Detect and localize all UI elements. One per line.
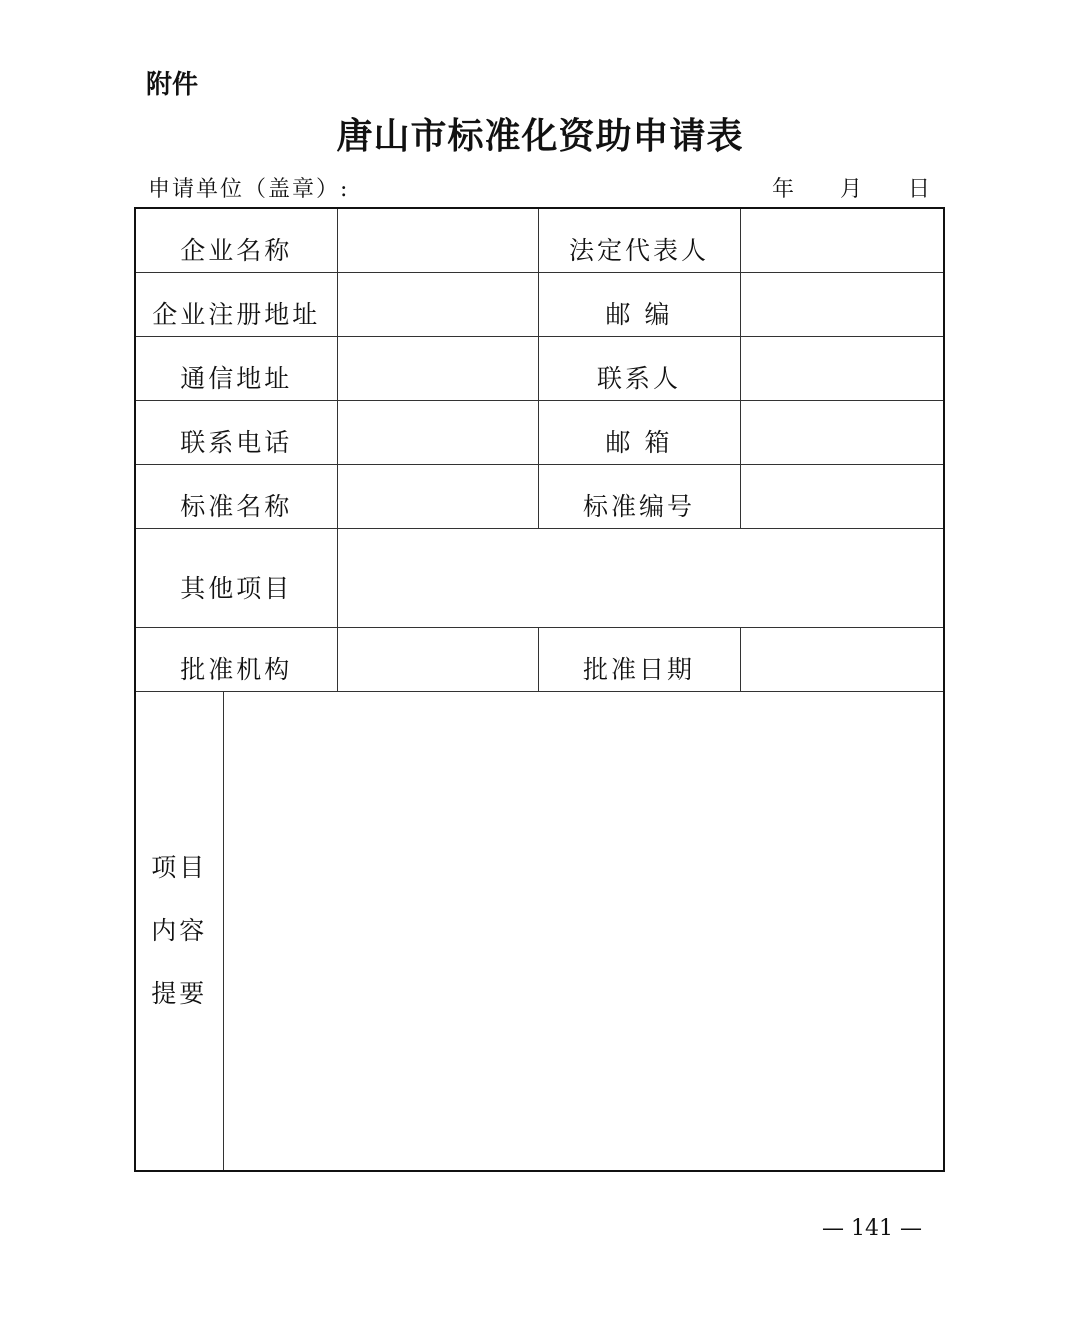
phone-field[interactable] [337, 400, 538, 464]
table-row [135, 272, 944, 336]
table-row [135, 691, 944, 1171]
approval-date-label: 批准日期 [538, 627, 740, 691]
reg-address-label: 企业注册地址 [135, 272, 337, 336]
postcode-field[interactable] [740, 272, 944, 336]
content-summary-line-1: 项目 [151, 853, 208, 883]
other-items-label: 其他项目 [135, 528, 337, 627]
approval-org-label: 批准机构 [135, 627, 337, 691]
date-year: 年 [771, 177, 794, 202]
standard-no-label: 标准编号 [538, 464, 740, 528]
table-row [135, 208, 944, 272]
table-row [135, 400, 944, 464]
application-form-table [134, 207, 945, 1172]
approval-date-field[interactable] [740, 627, 944, 691]
standard-name-label: 标准名称 [135, 464, 337, 528]
contact-label: 联系人 [538, 336, 740, 400]
standard-name-field[interactable] [337, 464, 538, 528]
date-day: 日 [907, 177, 930, 202]
applicant-label: 申请单位（盖章）: [148, 177, 350, 202]
legal-rep-label: 法定代表人 [538, 208, 740, 272]
email-field[interactable] [740, 400, 944, 464]
attachment-label: 附件 [146, 70, 199, 100]
table-row [135, 528, 944, 627]
form-title: 唐山市标准化资助申请表 [336, 115, 744, 157]
other-items-field[interactable] [337, 528, 944, 627]
postcode-label: 邮 编 [538, 272, 740, 336]
date-line [772, 172, 930, 203]
company-name-label: 企业名称 [135, 208, 337, 272]
email-label: 邮 箱 [538, 400, 740, 464]
phone-label: 联系电话 [135, 400, 337, 464]
content-summary-label [135, 691, 223, 1171]
mail-address-field[interactable] [337, 336, 538, 400]
table-row [135, 336, 944, 400]
table-row [135, 464, 944, 528]
reg-address-field[interactable] [337, 272, 538, 336]
content-summary-line-2: 内容 [151, 916, 208, 946]
content-summary-field[interactable] [223, 691, 944, 1171]
company-name-field[interactable] [337, 208, 538, 272]
date-month: 月 [839, 177, 862, 202]
legal-rep-field[interactable] [740, 208, 944, 272]
table-row [135, 627, 944, 691]
standard-no-field[interactable] [740, 464, 944, 528]
contact-field[interactable] [740, 336, 944, 400]
mail-address-label: 通信地址 [135, 336, 337, 400]
page-number: — 141 — [822, 1216, 922, 1241]
content-summary-line-3: 提要 [151, 979, 208, 1009]
approval-org-field[interactable] [337, 627, 538, 691]
